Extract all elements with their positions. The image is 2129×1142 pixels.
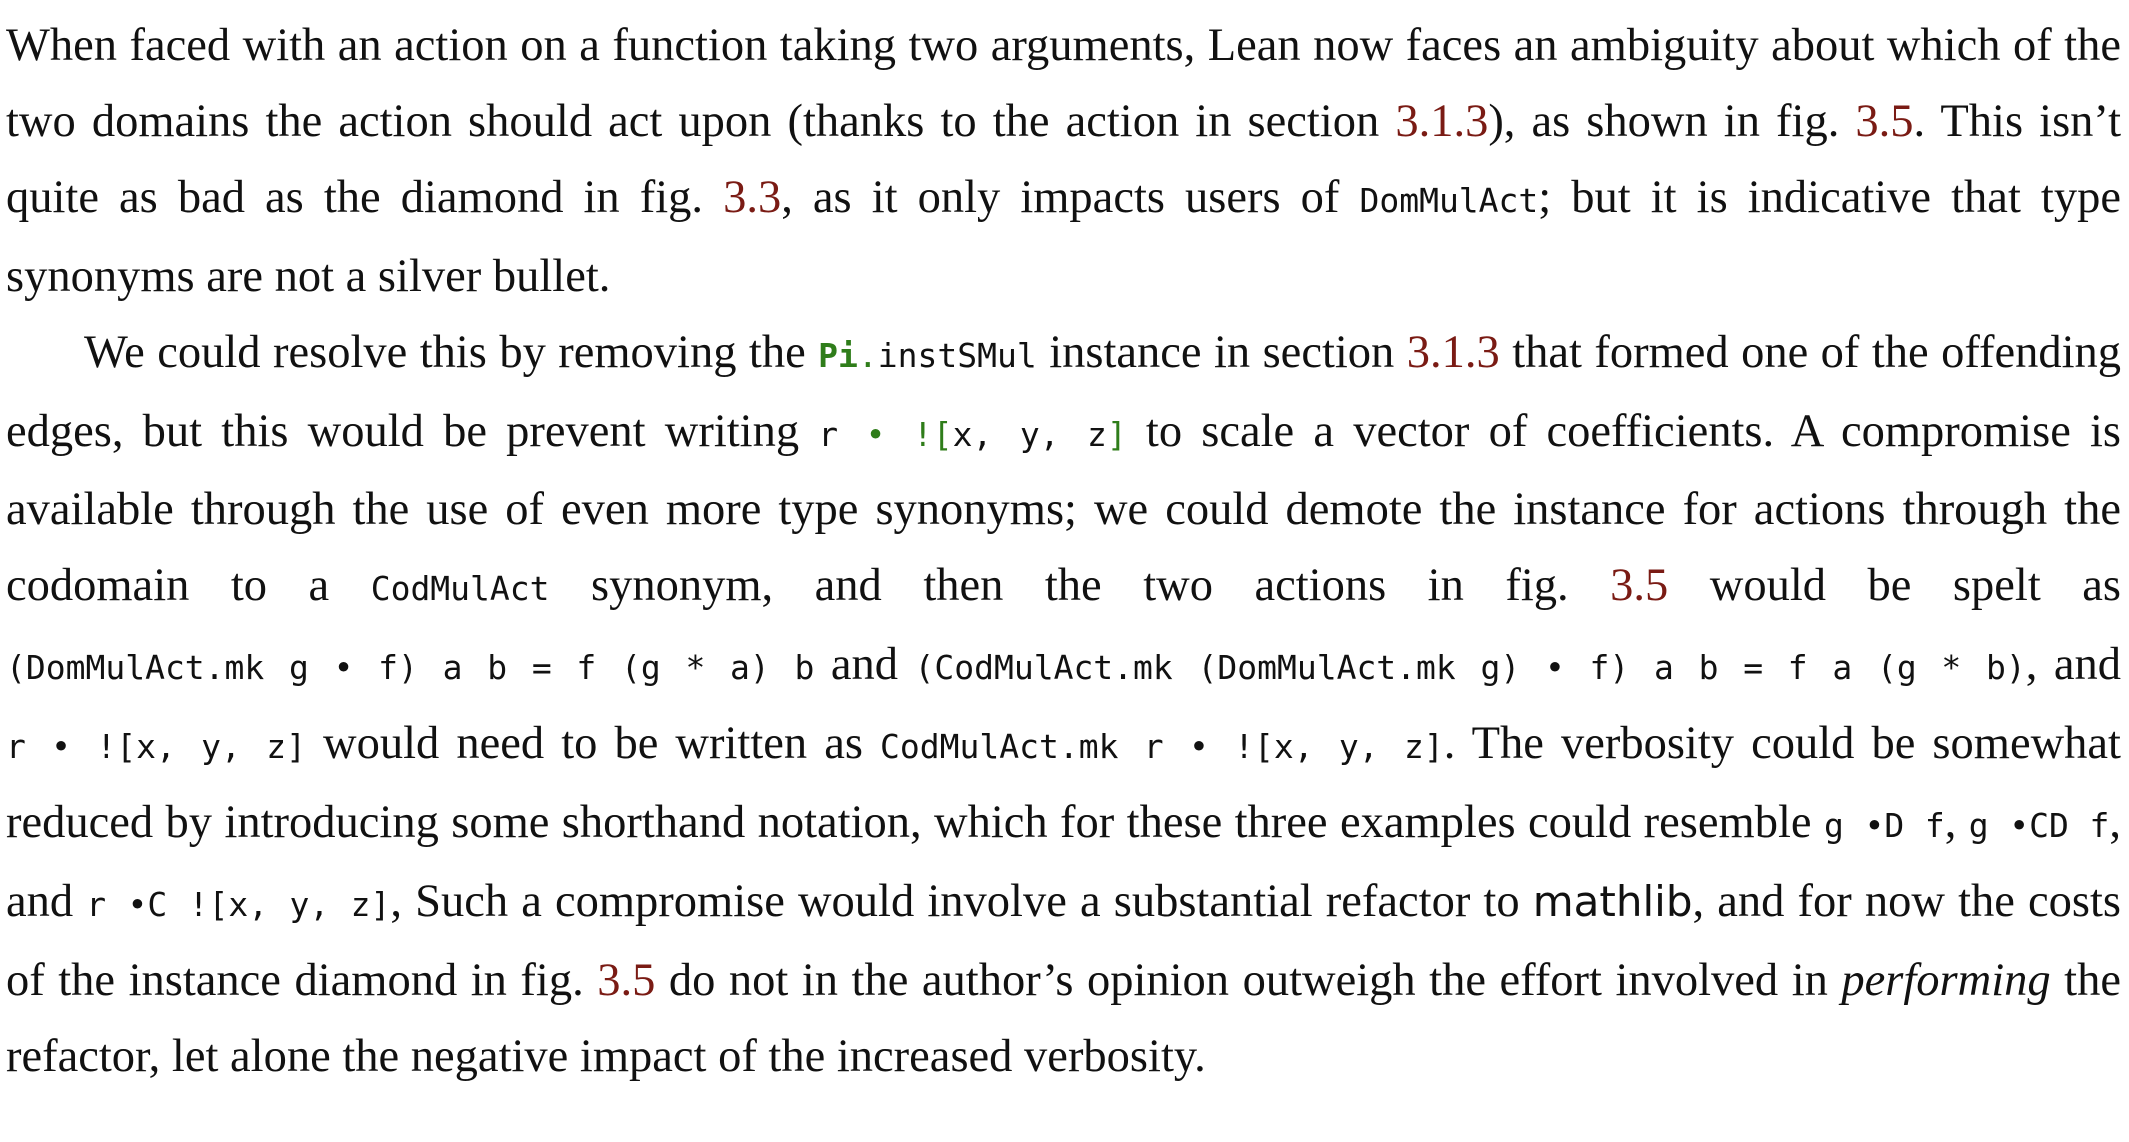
inline-code-example: (DomMulAct.mk g • f) a b = f (g * a) b [6,648,815,688]
text-run: When faced with an action on a function taking two arguments, Lean now faces an ambiguity about which of the two domains the action should act upon (thanks to the action in section [6,20,2121,147]
figure-link[interactable]: 3.5 [1855,95,1914,147]
inline-code-pi-instsmul [818,336,1037,375]
code-operator: • [865,414,886,454]
paragraph-1 [6,8,2121,315]
code-operator: ] [1106,414,1127,454]
text-run: would need to be written as [305,718,881,770]
code-identifier: instSMul [877,335,1037,375]
text-run: , Such a compromise would involve a substantial refactor to [390,875,1533,927]
text-run: ; but it is indicative that type synonyms are not a silver bullet. [6,171,2121,302]
code-token: x, y, z [952,414,1107,454]
inline-code: CodMulAct [370,569,550,609]
text-run: ), as shown in fig. [1488,95,1856,147]
text-run: , and for now the costs of the instance diamond in fig. [6,875,2122,1006]
text-run: , and [6,797,2121,927]
text-run: would be spelt as [1668,560,2121,612]
text-run: We could resolve this by removing the [84,326,819,378]
text-run: instance in section [1036,326,1407,378]
inline-code-scale-vector [818,415,1126,454]
figure-link[interactable]: 3.3 [723,171,782,223]
inline-code-shorthand: g •CD f [1968,806,2110,846]
text-run: and [814,639,915,691]
inline-code-example: CodMulAct.mk r • ![x, y, z] [880,727,1444,767]
inline-code: DomMulAct [1359,180,1539,220]
code-dot: . [857,335,878,375]
text-run: the refactor, let alone the negative impact of the increased verbosity. [6,954,2121,1082]
code-operator: ![ [912,414,953,454]
text-run: , and [2025,639,2121,691]
code-namespace: Pi [818,335,858,375]
emphasis: performing [1841,954,2051,1006]
text-run: . The verbosity could be somewhat reduced by introducing some shorthand notation, which for these three examples could resemble [6,718,2121,849]
inline-code-example: r • ![x, y, z] [6,727,306,767]
inline-code-example: (CodMulAct.mk (DomMulAct.mk g) • f) a b = f a (g * b) [914,648,2026,688]
text-run: . This isn’t quite as bad as the diamond in fig. [6,95,2121,223]
text-run: , as it only impacts users of [781,171,1360,223]
text-run: synonym, and then the two actions in fig. [549,560,1611,612]
text-run: to scale a vector of coefficients. A compromise is available through the use of even more type synonyms; we could demote the instance for actions through the codomain to a [6,405,2122,612]
figure-link[interactable]: 3.5 [1610,560,1669,612]
text-run: do not in the author’s opinion outweigh the effort involved in [655,954,1842,1006]
mathlib-name: mathlib [1532,876,1693,926]
text-run: , [1944,797,1969,849]
inline-code-shorthand: g •D f [1823,806,1945,846]
section-link[interactable]: 3.1.3 [1406,326,1500,378]
figure-link[interactable]: 3.5 [597,954,656,1006]
text-run: that formed one of the offending edges, but this would be prevent writing [6,326,2122,457]
inline-code-shorthand: r •C ![x, y, z] [86,884,391,924]
section-link[interactable]: 3.1.3 [1395,95,1489,147]
code-token: r [818,414,839,454]
paragraph-2 [6,315,2121,1095]
